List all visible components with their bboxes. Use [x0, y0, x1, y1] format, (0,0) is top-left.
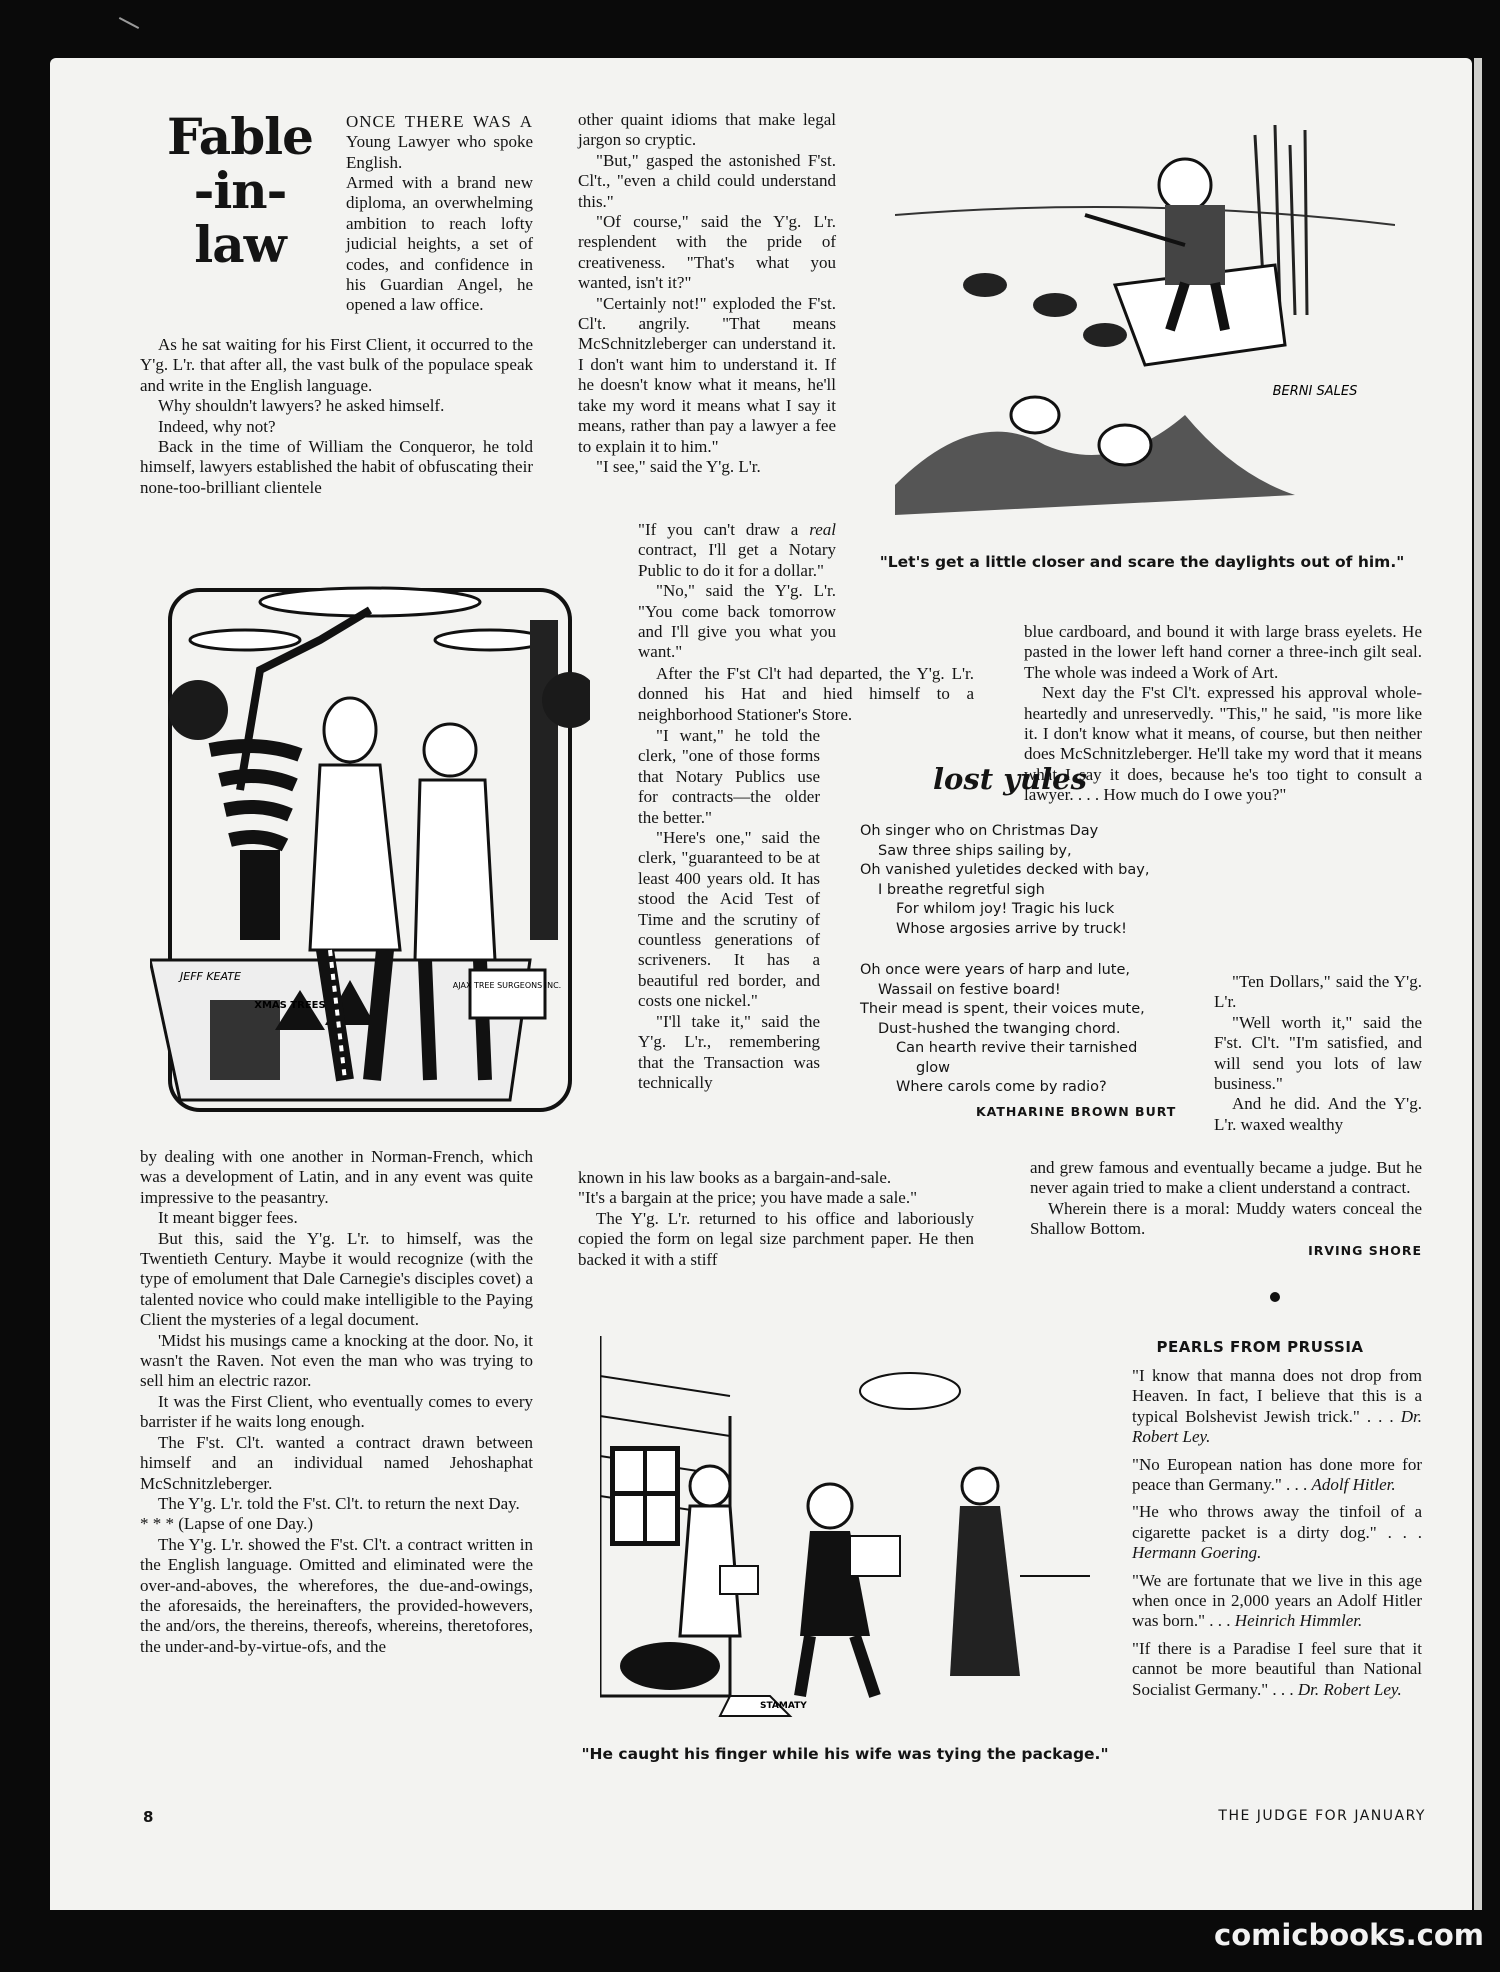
ducks-hunter-cartoon: [895, 115, 1395, 515]
article-column-3-bottom: and grew famous and eventually became a judge. But he never again tried to make a client understand a contract. Wherein there is a moral: Muddy waters conceal the Shallow Bottom. IRVING SHORE: [1030, 1158, 1422, 1261]
article-column-1-top: As he sat waiting for his First Client, it occurred to the Y'g. L'r. that after all, the vast bulk of the populace speak and write in the English language. Why shouldn't lawyers? he asked himself. Indeed, why not? Back in the time of William the Conqueror, he told himself, lawyers established the habit of obfuscating their none-too-brilliant clientele: [140, 335, 533, 497]
ducks-cartoon-caption: "Let's get a little closer and scare the daylights out of him.": [879, 553, 1405, 571]
package-artist-signature: STAMATY: [760, 1701, 807, 1711]
next-page-edge: [1474, 58, 1482, 1910]
quote-item: "No European nation has done more for peace than Germany." . . . Adolf Hitler.: [1132, 1454, 1422, 1495]
pearls-title: PEARLS FROM PRUSSIA: [1156, 1338, 1364, 1356]
article-intro: ONCE THERE WAS A Young Lawyer who spoke English.: [346, 112, 533, 172]
article-author: IRVING SHORE: [1308, 1242, 1422, 1258]
ducks-cartoon-illustration: [895, 115, 1395, 515]
corner-scratch: [119, 17, 139, 29]
poem-title: lost yules: [933, 762, 1087, 796]
article-column-1-bottom: by dealing with one another in Norman-French, which was a development of Latin, and in any event was quite impressive to the peasantry. It meant bigger fees. But this, said the Y'g. L'r. to himself, was the Twentieth Century. Maybe it would recognize (with the type of emolument that Dale Carnegie's disciples covet) a talented novice who could make intelligible to the Paying Client the mysteries of a legal document. 'Midst his musings came a knocking at the door. No, it wasn't the Raven. Not even the man who was trying to sell him an electric razor. It was the First Client, who eventually comes to every barrister if he waits long enough. The F'st. Cl't. wanted a contract drawn between himself and an individual named Jehoshaphat McSchnitzleberger. The Y'g. L'r. told the F'st. Cl't. to return the next Day. * * * (Lapse of one Day.) The Y'g. L'r. showed the F'st. Cl't. a contract written in the English language. Omitted and eliminated were the over-and-aboves, the wherefores, the due-and-owings, the aforesaids, the hereinafters, the provided-howevers, the and/ors, the thereins, thereofs, whereins, theretofores, the under-and-by-virtue-ofs, and the: [140, 1147, 533, 1656]
article-column-2-top: other quaint idioms that make legal jargon so cryptic. "But," gasped the astonished F'st. Cl't., "even a child could understand this." "Of course," said the Y'g. L'r. resplendent with the pride of creativeness. "That's what you wanted, isn't it?" "Certainly not!" exploded the F'st. Cl't. angrily. "That means McSchnitzleberger can understand it. I don't want him to understand it. If he doesn't know what it means, he'll take my word it means what I say it means, rather than pay a lawyer a fee to explain it to him." "I see," said the Y'g. L'r.: [578, 110, 836, 476]
package-finger-cartoon: [600, 1336, 1090, 1736]
site-watermark: comicbooks.com: [1214, 1918, 1484, 1952]
article-column-2-narrow: "If you can't draw a real contract, I'll get a Notary Public to do it for a dollar." "No," said the Y'g. L'r. "You come back tomorrow and I'll give you what you want.": [638, 520, 837, 662]
page-number: 8: [143, 1808, 154, 1826]
store-cartoon-illustration: [150, 580, 590, 1120]
poem-body: Oh singer who on Christmas Day Saw three ships sailing by, Oh vanished yuletides decked with bay, I breathe regretful sigh For whilom joy! Tragic his luck Whose argosies arrive by truck! Oh once were years of harp and lute, Wassail on festive board! Their mead is spent, their voices mute, Dust-hushed the twanging chord. Can hearth revive their tarnished glow Where carols come by radio? KATHARINE BROWN BURT: [860, 823, 1177, 1119]
article-column-2-bottom: known in his law books as a bargain-and-sale. "It's a bargain at the price; you have made a sale." The Y'g. L'r. returned to his office and laboriously copied the form on legal size parchment paper. He then backed it with a stiff: [578, 1168, 974, 1269]
store-artist-signature: JEFF KEATE: [180, 970, 241, 983]
article-headline: Fable -in- law: [167, 107, 313, 274]
package-cartoon-caption: "He caught his finger while his wife was tying the package.": [581, 1745, 1109, 1763]
bag-label: AJAX TREE SURGEONS INC.: [452, 981, 562, 990]
article-column-3-top: blue cardboard, and bound it with large brass eyelets. He pasted in the lower left hand corner a three-inch gilt seal. The whole was indeed a Work of Art. Next day the F'st Cl't. expressed his approval whole-heartedly and unreservedly. "This," he said, "is more like it. I don't know what it means, of course, but then neither does McSchnitzleberger. He'll take my word that it means what I say it does, because he's too tight to consult a lawyer. . . . How much do I owe you?": [1024, 622, 1422, 805]
xmas-trees-sign: XMAS TREES: [254, 1000, 326, 1011]
article-column-3-narrow: "Ten Dollars," said the Y'g. L'r. "Well worth it," said the F'st. Cl't. "I'm satisfied, and will send you lots of law business." And he did. And the Y'g. L'r. waxed wealthy: [1214, 972, 1422, 1134]
article-column-2-wide: After the F'st Cl't had departed, the Y'g. L'r. donned his Hat and hied himself to a neighborhood Stationer's Store.: [638, 664, 974, 724]
quote-item: "He who throws away the tinfoil of a cigarette packet is a dirty dog." . . . Hermann Goering.: [1132, 1502, 1422, 1563]
christmas-store-cartoon: [150, 580, 590, 1120]
quote-item: "We are fortunate that we live in this age when once in 2,000 years an Adolf Hitler was born." . . . Heinrich Himmler.: [1132, 1570, 1422, 1631]
article-column-2-beside-poem: "I want," he told the clerk, "one of those forms that Notary Publics use for contracts—the older the better." "Here's one," said the clerk, "guaranteed to be at least 400 years old. It has stood the Acid Test of Time and the scrutiny of countless generations of scriveners. It has a beautiful red border, and costs one nickel." "I'll take it," said the Y'g. L'r., remembering that the Transaction was technically: [638, 726, 820, 1092]
pearls-quotes: [1132, 1366, 1422, 1707]
magazine-issue: THE JUDGE FOR JANUARY: [1218, 1808, 1426, 1824]
section-bullet: [1270, 1292, 1280, 1302]
article-paragraph: Armed with a brand new diploma, an overwhelming ambition to reach lofty judicial heights, a set of codes, and confidence in his Guardian Angel, he opened a law office.: [346, 173, 533, 315]
package-cartoon-illustration: [600, 1336, 1090, 1736]
quote-item: "I know that manna does not drop from Heaven. In fact, I believe that this is a typical Bolshevist Jewish trick." . . . Dr. Robert Ley.: [1132, 1366, 1422, 1447]
ducks-artist-signature: BERNI SALES: [1272, 384, 1358, 399]
quote-item: "If there is a Paradise I feel sure that it cannot be more beautiful than National Socialist Germany." . . . Dr. Robert Ley.: [1132, 1638, 1422, 1699]
